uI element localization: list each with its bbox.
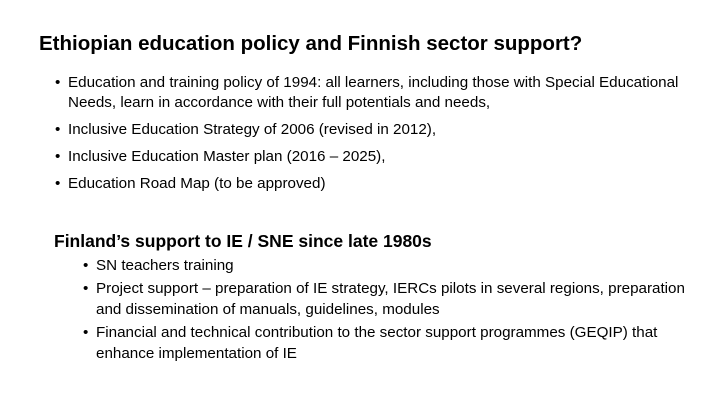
bullet-icon: • <box>83 324 89 341</box>
slide-title: Ethiopian education policy and Finnish sector support? <box>39 32 583 55</box>
list-item-text: Education and training policy of 1994: all learners, including those with Special Educational Needs, learn in accordance with their full potentials and needs, <box>68 74 679 111</box>
support-bullet-list <box>83 255 696 366</box>
list-item-text: Financial and technical contribution to the sector support programmes (GEQIP) that enhance implementation of IE <box>96 324 658 362</box>
bullet-icon: • <box>83 280 89 297</box>
list-item <box>83 255 696 276</box>
bullet-icon: • <box>55 148 61 165</box>
list-item <box>55 174 688 194</box>
list-item-text: Inclusive Education Master plan (2016 – 2025), <box>68 148 386 165</box>
list-item <box>55 120 688 140</box>
list-item-text: Project support – preparation of IE strategy, IERCs pilots in several regions, preparation and dissemination of manuals, guidelines, modules <box>96 280 685 318</box>
bullet-icon: • <box>55 121 61 138</box>
support-heading: Finland’s support to IE / SNE since late 1980s <box>54 231 432 251</box>
list-item <box>55 147 688 167</box>
list-item-text: Inclusive Education Strategy of 2006 (revised in 2012), <box>68 121 437 138</box>
bullet-icon: • <box>55 175 61 192</box>
list-item <box>55 73 688 113</box>
list-item <box>83 322 696 364</box>
list-item-text: SN teachers training <box>96 257 234 274</box>
list-item <box>83 278 696 320</box>
policy-bullet-list <box>55 73 688 201</box>
list-item-text: Education Road Map (to be approved) <box>68 175 326 192</box>
bullet-icon: • <box>83 257 89 274</box>
bullet-icon: • <box>55 74 61 91</box>
